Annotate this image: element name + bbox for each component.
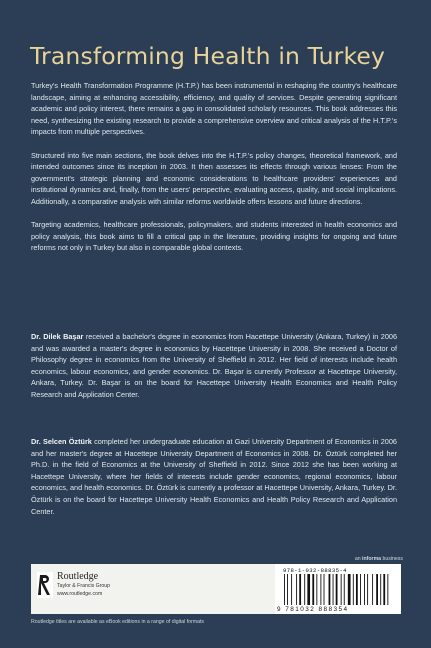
author-name-2: Dr. Selcen Öztürk [31, 437, 92, 446]
barcode-box [275, 564, 401, 614]
barcode-digits: 9 781032 888354 [277, 606, 349, 613]
blurb-paragraph-3: Targeting academics, healthcare professionals, policymakers, and students interested in health economics and policy analysis, this book aims to fill a critical gap in the literature, providing insights for ongoing and future reforms not only in Turkey but also in comparable global contexts. [31, 220, 397, 253]
blurb-paragraph-2: Structured into five main sections, the book delves into the H.T.P.'s policy changes, theoretical framework, and intended outcomes since its inception in 2003. It then assesses its effects through various lenses: From the government's strategic planning and economic considerations to healthcare providers' experiences and institutional dynamics and, finally, from the users' perspective, evaluating access, quality, and social implications. Additionally, a comparative analysis with similar reforms worldwide offers lessons and future directions. [31, 150, 397, 206]
blurb [31, 80, 397, 254]
isbn-label: 978-1-032-88835-4 [283, 567, 347, 574]
author-name-1: Dr. Dilek Başar [31, 332, 84, 341]
informa-tagline: an informa business [354, 556, 403, 562]
author-bio-2 [31, 436, 397, 517]
publisher-subtitle: Taylor & Francis Group [57, 583, 111, 589]
publisher-name: Routledge [57, 571, 99, 582]
publisher-strip [31, 564, 401, 614]
blurb-paragraph-1: Turkey's Health Transformation Programme (H.T.P.) has been instrumental in reshaping the country's healthcare landscape, aiming at enhancing accessibility, efficiency, and quality of services. Despite generating significant academic and policy interest, there remains a gap in consolidated scholarly resources. This book addresses this need, synthesizing the existing research to provide a comprehensive overview and critical analysis of the H.T.P.'s impacts from multiple perspectives. [31, 81, 397, 137]
ebook-note: Routledge titles are available as eBook editions in a range of digital formats [31, 619, 205, 625]
author-bio-text-2: completed her undergraduate education at Gazi University Department of Economics in 2006 and her master's degree at Hacettepe University Department of Economics in 2008. Dr. Öztürk completed her Ph.D. in the field of Economics at the University of Sheffield in 2012. Since 2012 she has been working at Hacettepe University, where her fields of interests include gender economics, regional economics, labour economics, and health economics. Dr. Öztürk is currently a professor at Hacettepe University, Ankara, Turkey. Dr. Öztürk is on the board for Hacettepe University Health Economics and Health Policy Research and Application Center. [31, 437, 397, 516]
book-title: Transforming Health in Turkey [30, 41, 386, 70]
routledge-logo-icon [37, 572, 53, 598]
author-bio-text-1: received a bachelor's degree in economics from Hacettepe University (Ankara, Turkey) in 2006 and was awarded a master's degree in economics by Hacettepe University in 2008. She received a Doctor of Philosophy degree in economics from the University of Sheffield in 2012. Her field of interests include health economics, labour economics, and gender economics. Dr. Başar is currently Professor at Hacettepe University, Ankara, Turkey. Dr. Başar is on the board for Hacettepe University Health Economics and Health Policy Research and Application Center. [31, 332, 398, 399]
barcode-icon [283, 574, 393, 605]
author-bio-1 [31, 331, 397, 401]
publisher-url: www.routledge.com [57, 591, 103, 597]
